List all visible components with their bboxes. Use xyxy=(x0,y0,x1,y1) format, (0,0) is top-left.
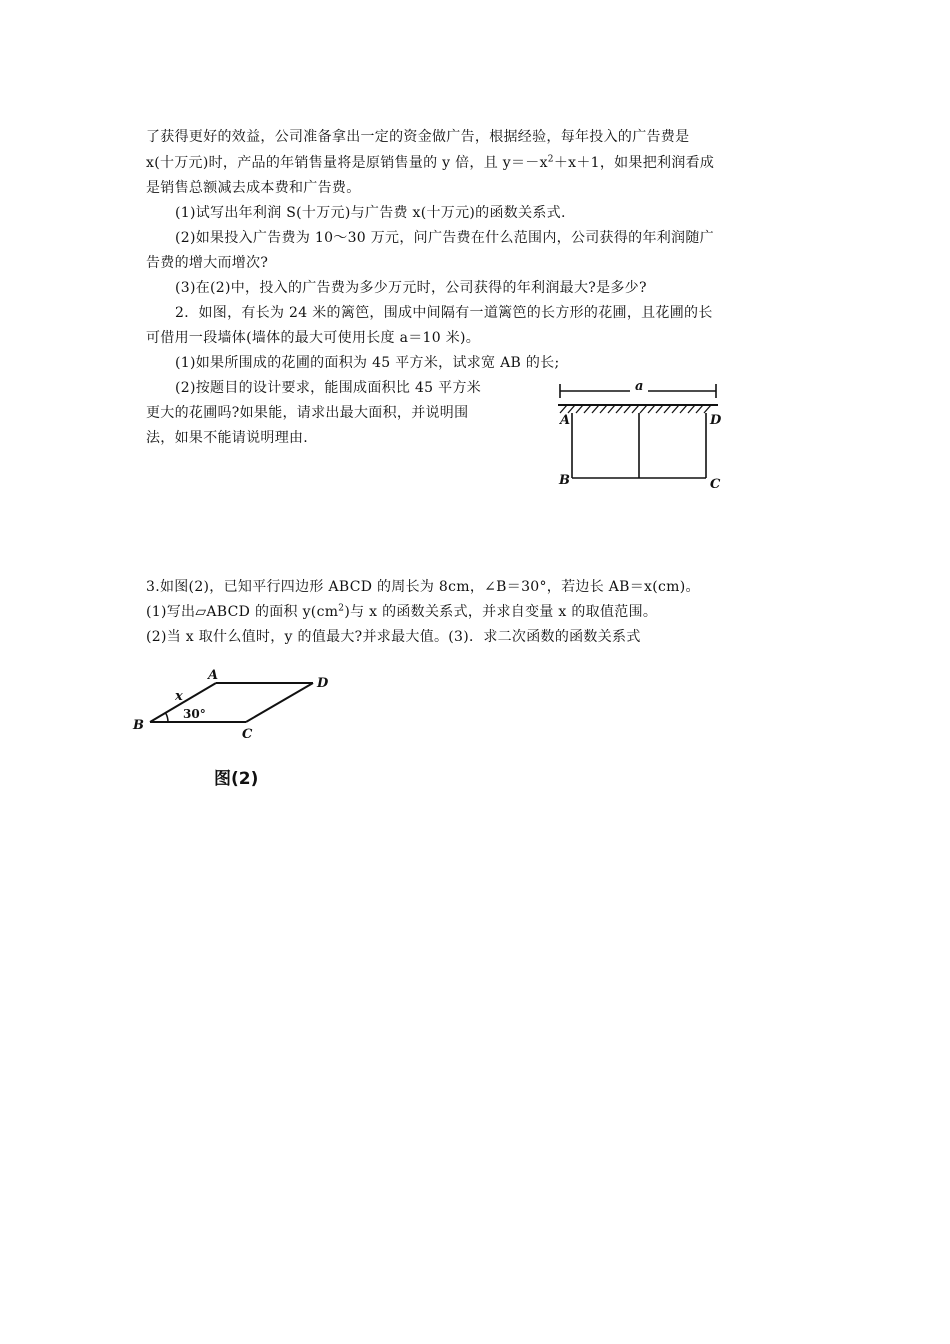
p1-line-2a: x(十万元)时，产品的年销售量将是原销售量的 y 倍，且 y＝－x xyxy=(146,155,548,171)
p1-question-2a: (2)如果投入广告费为 10～30 万元，问广告费在什么范围内，公司获得的年利润随广 xyxy=(175,230,714,246)
p1-question-1: (1)试写出年利润 S(十万元)与广告费 x(十万元)的函数关系式. xyxy=(175,205,566,221)
garden-figure xyxy=(550,378,730,493)
point-d-label: D xyxy=(710,413,722,428)
p2-line-1: 2．如图，有长为 24 米的篱笆，围成中间隔有一道篱笆的长方形的花圃，且花圃的长 xyxy=(175,305,713,321)
figure-caption: 图(2) xyxy=(214,769,259,789)
p1-line-1: 了获得更好的效益，公司准备拿出一定的资金做广告，根据经验，每年投入的广告费是 xyxy=(146,129,690,145)
wall-length-label: a xyxy=(635,379,644,394)
p1-line-2b: ＋x＋1，如果把利润看成 xyxy=(553,155,715,171)
vertex-a-label: A xyxy=(208,668,219,683)
p2-question-2c: 法，如果不能请说明理由. xyxy=(146,430,309,446)
p3-line-2a: (1)写出▱ABCD 的面积 y(cm xyxy=(146,604,339,620)
p2-question-2b: 更大的花圃吗?如果能，请求出最大面积，并说明围 xyxy=(146,405,469,421)
parallelogram-figure xyxy=(128,660,348,745)
p1-question-2b: 告费的增大而增次? xyxy=(146,255,269,271)
angle-label: 30° xyxy=(183,707,206,721)
p1-question-3: (3)在(2)中，投入的广告费为多少万元时，公司获得的年利润最大?是多少? xyxy=(175,280,647,296)
vertex-d-label: D xyxy=(317,676,329,691)
p3-line-3: (2)当 x 取什么值时，y 的值最大?并求最大值。(3)．求二次函数的函数关系式 xyxy=(146,629,641,645)
vertex-c-label: C xyxy=(242,727,253,742)
p3-line-2 xyxy=(146,602,657,622)
point-a-label: A xyxy=(560,413,571,428)
p2-question-2a: (2)按题目的设计要求，能围成面积比 45 平方米 xyxy=(175,380,482,396)
vertex-b-label: B xyxy=(133,718,144,733)
p1-line-2 xyxy=(146,153,714,173)
p1-line-3: 是销售总额减去成本费和广告费。 xyxy=(146,180,361,196)
p2-question-1: (1)如果所围成的花圃的面积为 45 平方米，试求宽 AB 的长; xyxy=(175,355,560,371)
point-b-label: B xyxy=(559,473,570,488)
p2-line-2: 可借用一段墙体(墙体的最大可使用长度 a＝10 米)。 xyxy=(146,330,481,346)
p3-line-1: 3.如图(2)，已知平行四边形 ABCD 的周长为 8cm，∠B＝30°，若边长 AB＝x(cm)。 xyxy=(146,579,700,595)
point-c-label: C xyxy=(710,477,721,492)
p3-square-sup: 2 xyxy=(338,603,345,614)
side-x-label: x xyxy=(175,689,183,704)
p3-line-2b: )与 x 的函数关系式，并求自变量 x 的取值范围。 xyxy=(344,604,658,620)
p1-square-sup: 2 xyxy=(547,154,554,165)
